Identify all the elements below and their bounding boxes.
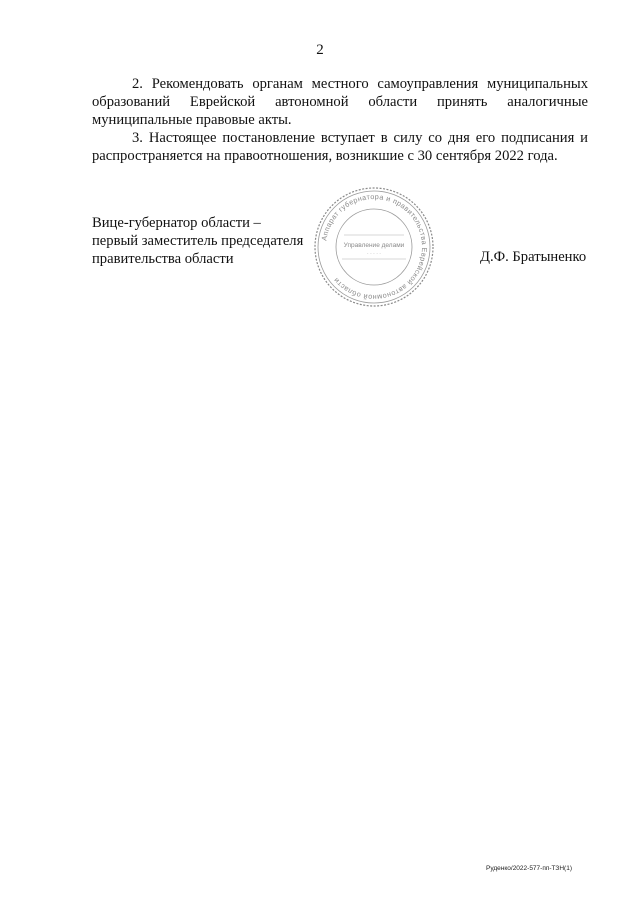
official-seal-stamp bbox=[312, 185, 436, 309]
signatory-name: Д.Ф. Братыненко bbox=[480, 249, 587, 265]
position-line-1: Вице-губернатор области – bbox=[92, 215, 261, 231]
paragraph-2: 2. Рекомендовать органам местного самоуправления муниципальных образований Еврейской автономной области принять аналогичные муниципальные правовые акты. bbox=[92, 76, 588, 128]
document-code: Руденко/2022-577-пп-ТЗН(1) bbox=[485, 865, 572, 872]
paragraph-3: 3. Настоящее постановление вступает в силу со дня его подписания и распространяется на правоотношения, возникшие с 30 сентября 2022 года. bbox=[92, 130, 588, 164]
svg-text:Аппарат губернатора и правител: Аппарат губернатора и правительства Еврейской автономной области bbox=[319, 191, 430, 303]
signatory-position bbox=[92, 214, 303, 268]
svg-text:Управление делами: Управление делами bbox=[343, 242, 405, 249]
page-number: 2 bbox=[316, 42, 324, 58]
position-line-2: первый заместитель председателя bbox=[92, 233, 304, 249]
position-line-3: правительства области bbox=[92, 251, 234, 267]
svg-text:· · · · ·: · · · · · bbox=[367, 251, 381, 257]
